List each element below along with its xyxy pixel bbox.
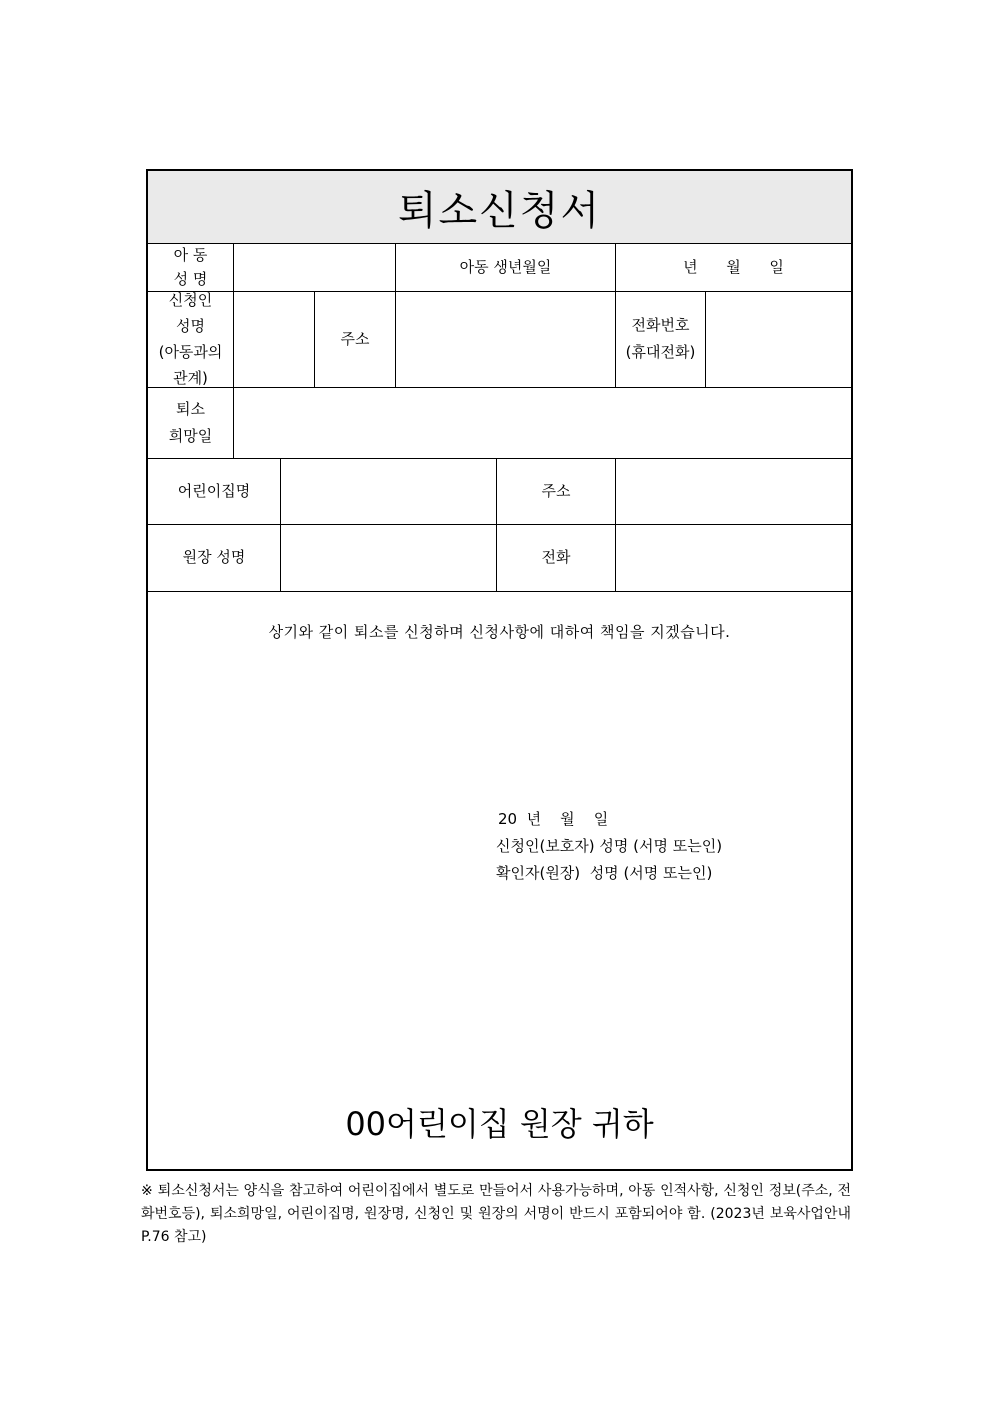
signature-applicant-line: 신청인(보호자) 성명 (서명 또는인)	[496, 837, 723, 855]
applicant-name-label: 신청인 성명 (아동과의 관계)	[158, 291, 223, 387]
address-field[interactable]	[396, 291, 615, 387]
phone-label: 전화번호 (휴대전화)	[625, 316, 696, 361]
withdraw-date-label: 퇴소 희망일	[168, 399, 213, 445]
center-address-field[interactable]	[616, 458, 851, 524]
signature-date-line: 20 년 월 일	[498, 810, 609, 828]
withdraw-date-field[interactable]	[234, 387, 851, 458]
center-phone-label: 전화	[541, 548, 571, 566]
child-birth-field[interactable]: 년 월 일	[683, 257, 784, 276]
center-address-label: 주소	[541, 481, 571, 500]
child-birth-label: 아동 생년월일	[459, 257, 552, 276]
closing-addressee: 00어린이집 원장 귀하	[345, 1105, 654, 1143]
form-title: 퇴소신청서	[148, 171, 851, 244]
director-name-field[interactable]	[281, 524, 496, 591]
phone-field[interactable]	[706, 291, 851, 387]
director-name-label: 원장 성명	[182, 548, 246, 566]
address-label: 주소	[340, 329, 370, 348]
statement-text: 상기와 같이 퇴소를 신청하며 신청사항에 대하여 책임을 지겠습니다.	[268, 623, 731, 641]
withdrawal-form	[146, 169, 853, 1171]
child-name-label: 아 동 성 명	[173, 246, 208, 288]
child-name-field[interactable]	[234, 243, 395, 291]
footnote: ※ 퇴소신청서는 양식을 참고하여 어린이집에서 별도로 만들어서 사용가능하며, 아동 인적사항, 신청인 정보(주소, 전화번호등), 퇴소희망일, 어린이집명, 원장명, 신청인 및 원장의 서명이 반드시 포함되어야 함. (2023년 보육사업안내 P.76 참고)	[141, 1183, 851, 1245]
row-divider	[148, 591, 851, 592]
center-name-field[interactable]	[281, 458, 496, 524]
applicant-name-field[interactable]	[234, 291, 314, 387]
center-name-label: 어린이집명	[177, 481, 251, 500]
signature-director-line: 확인자(원장) 성명 (서명 또는인)	[496, 864, 713, 882]
center-phone-field[interactable]	[616, 524, 851, 591]
